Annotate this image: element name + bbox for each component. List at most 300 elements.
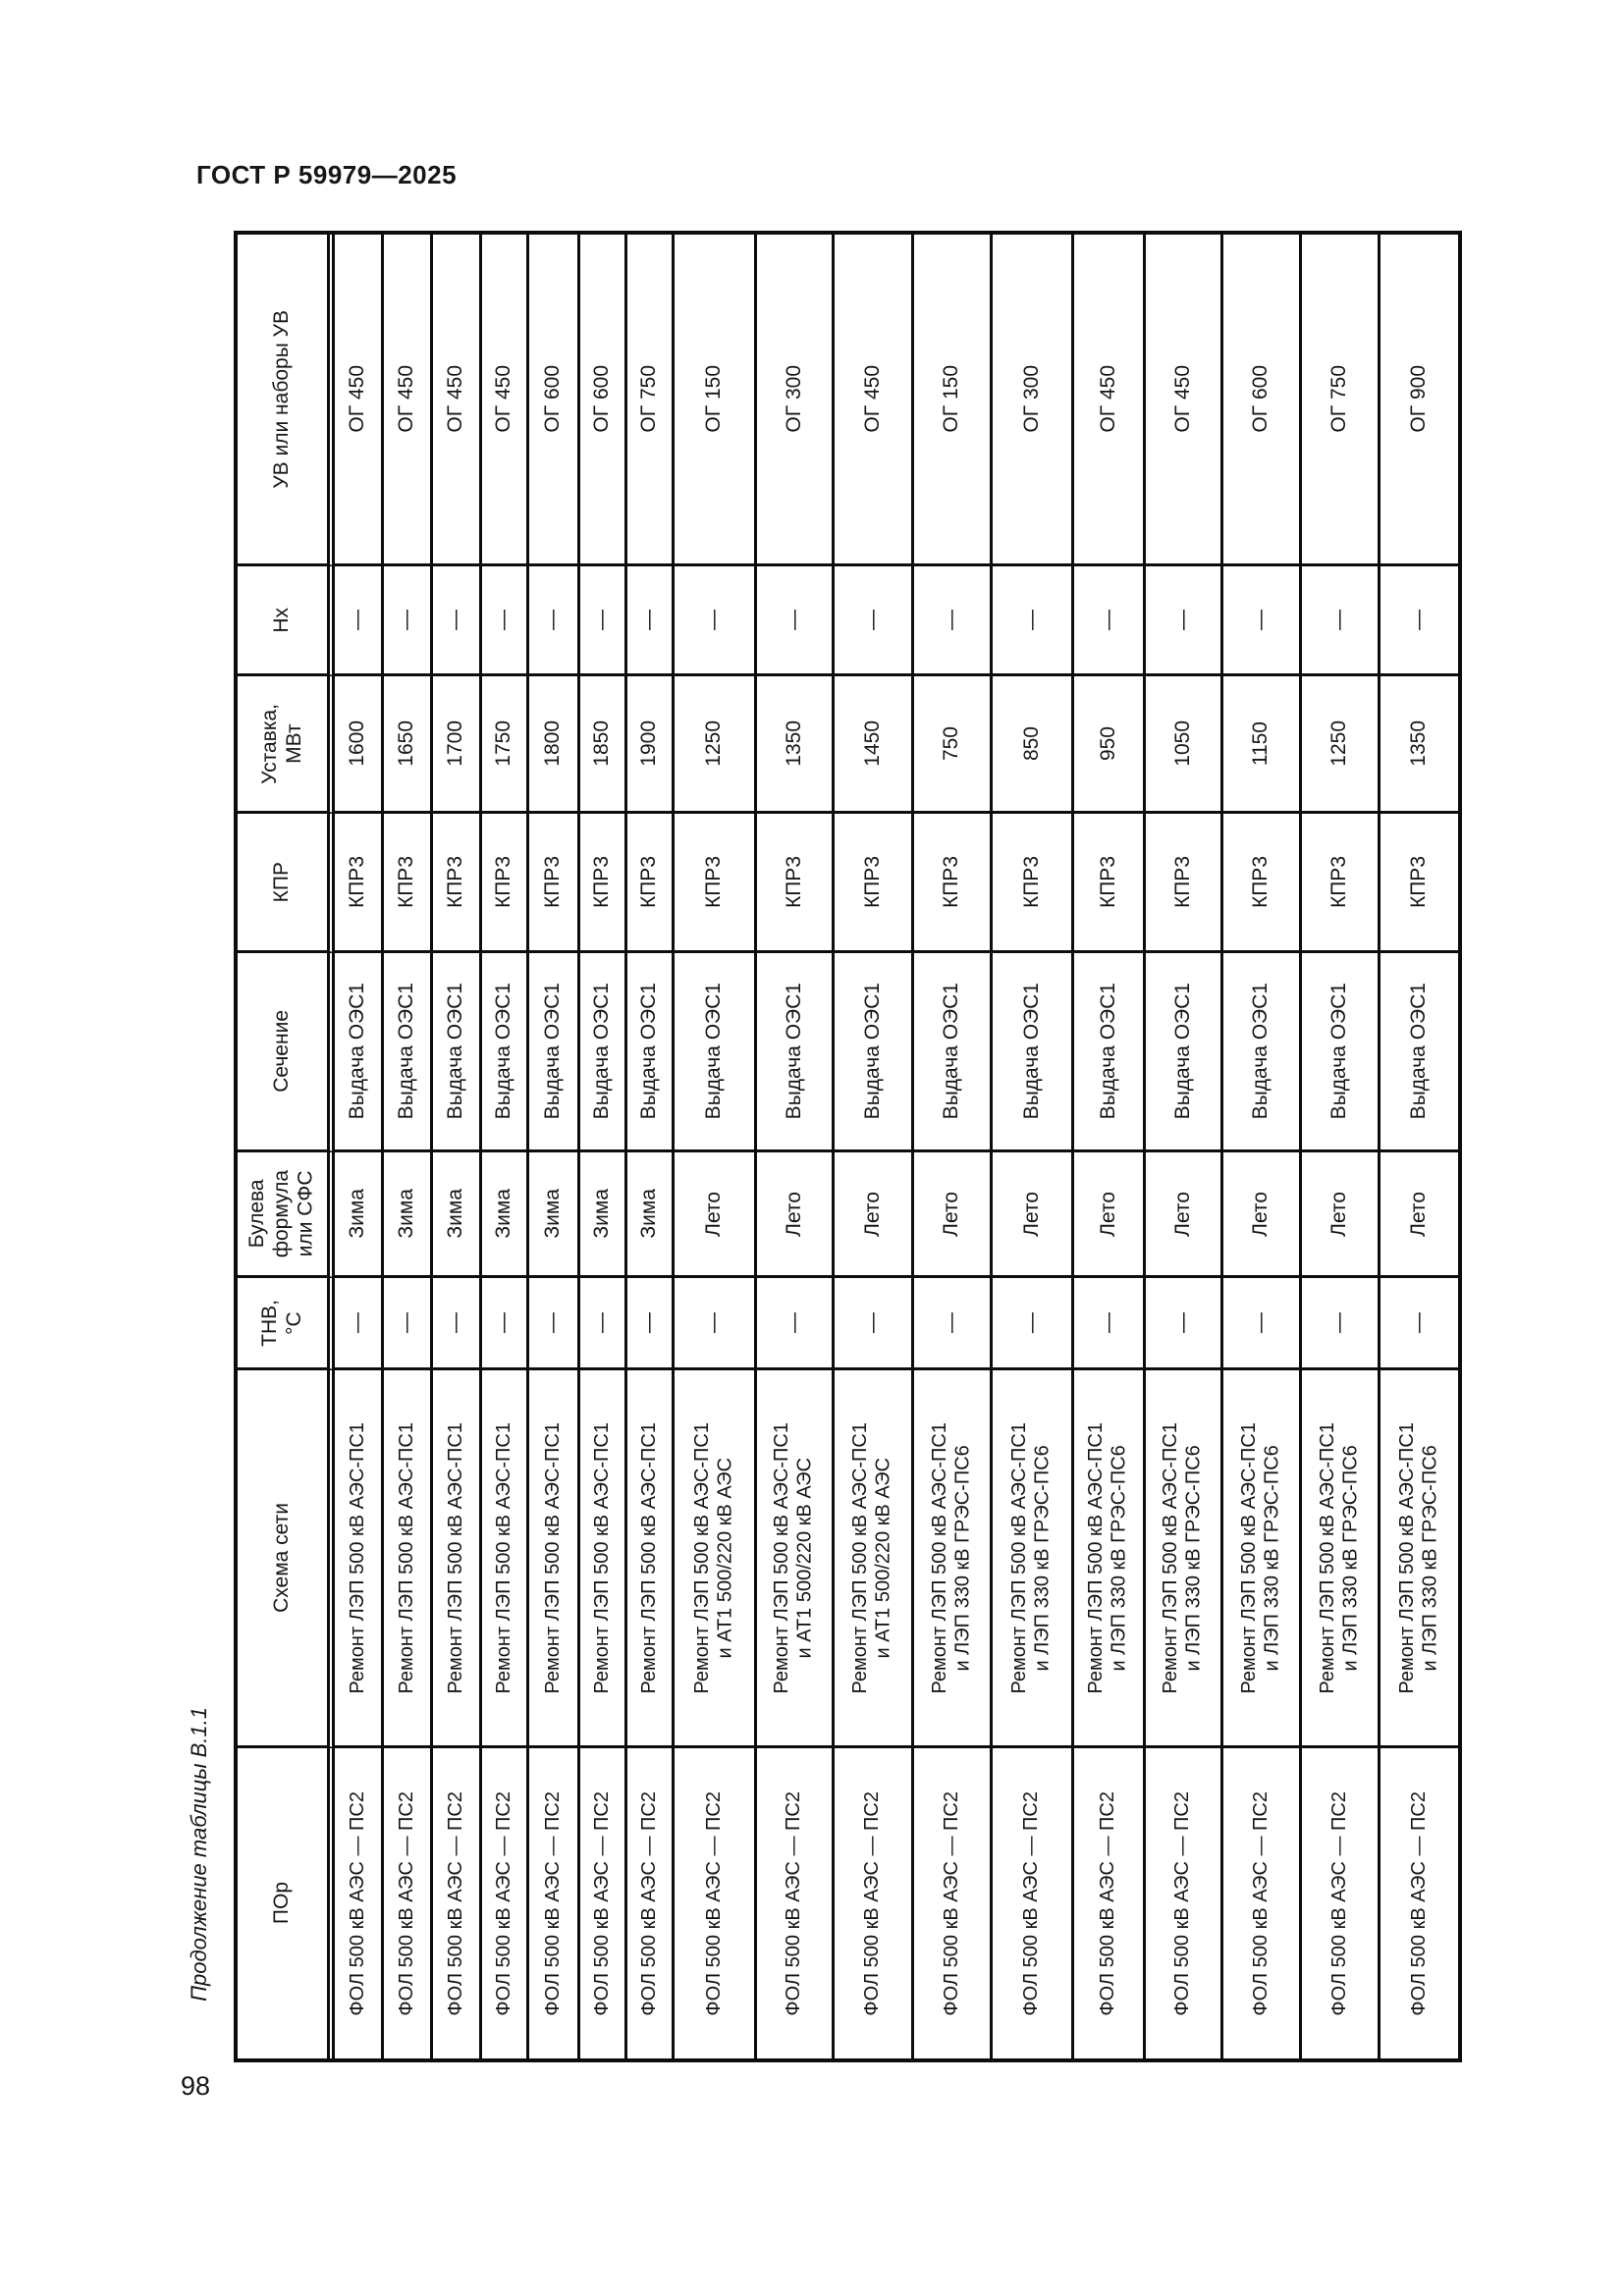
cell-section-5-text: Выдача ОЭС1 <box>541 983 565 1120</box>
cell-scheme-8-text: Ремонт ЛЭП 500 кВ АЭС-ПС1 и АТ1 500/220 кВ АЭС <box>690 1421 736 1694</box>
cell-section-17-text: Выдача ОЭС1 <box>1407 983 1431 1120</box>
cell-setpoint-6-text: 1850 <box>590 721 614 767</box>
cell-tnv-9-text: — <box>782 1312 805 1333</box>
cell-scheme-2-text: Ремонт ЛЭП 500 кВ АЭС-ПС1 <box>395 1421 417 1694</box>
cell-tnv-6-text: — <box>590 1312 614 1333</box>
cell-hx-17-text: — <box>1407 610 1431 630</box>
cell-section-15 <box>1223 953 1302 1152</box>
cell-por-7 <box>627 1748 675 2058</box>
cell-setpoint-17-text: 1350 <box>1407 721 1431 767</box>
cell-uv-16-text: ОГ 750 <box>1327 365 1351 433</box>
cell-scheme-9-text: Ремонт ЛЭП 500 кВ АЭС-ПС1 и АТ1 500/220 кВ АЭС <box>771 1421 816 1694</box>
cell-section-2 <box>384 953 433 1152</box>
cell-tnv-9 <box>757 1278 835 1370</box>
cell-section-15-text: Выдача ОЭС1 <box>1249 983 1272 1120</box>
cell-scheme-6 <box>580 1370 627 1748</box>
cell-tnv-5-text: — <box>541 1312 565 1333</box>
cell-boolean-16-text: Лето <box>1327 1191 1351 1237</box>
cell-kpr-3-text: КПР3 <box>444 855 467 908</box>
cell-section-4-text: Выдача ОЭС1 <box>492 983 515 1120</box>
cell-uv-3 <box>433 235 482 566</box>
cell-hx-3-text: — <box>444 610 467 630</box>
cell-setpoint-7 <box>627 676 675 814</box>
cell-section-1-text: Выдача ОЭС1 <box>346 983 369 1120</box>
cell-scheme-3-text: Ремонт ЛЭП 500 кВ АЭС-ПС1 <box>444 1421 466 1694</box>
cell-section-13 <box>1074 953 1146 1152</box>
cell-kpr-16-text: КПР3 <box>1327 855 1351 908</box>
table-b11-continuation <box>234 231 1462 2062</box>
cell-kpr-17-text: КПР3 <box>1407 855 1431 908</box>
cell-boolean-12 <box>993 1152 1074 1278</box>
cell-uv-16 <box>1302 235 1380 566</box>
cell-boolean-1-text: Зима <box>346 1189 369 1239</box>
cell-boolean-9-text: Лето <box>782 1191 805 1237</box>
cell-setpoint-16-text: 1250 <box>1327 721 1351 767</box>
cell-boolean-2 <box>384 1152 433 1278</box>
cell-por-9-text: ФОЛ 500 кВ АЭС — ПС2 <box>783 1790 805 2016</box>
cell-tnv-4 <box>482 1278 529 1370</box>
cell-kpr-4-text: КПР3 <box>492 855 515 908</box>
cell-hx-11 <box>914 566 993 676</box>
header-boolean-text: Булева формула или СФС <box>245 1169 317 1258</box>
cell-por-17 <box>1380 1748 1458 2058</box>
cell-por-3 <box>433 1748 482 2058</box>
cell-uv-15-text: ОГ 600 <box>1249 365 1272 433</box>
cell-kpr-7-text: КПР3 <box>637 855 661 908</box>
cell-boolean-7-text: Зима <box>637 1189 661 1239</box>
cell-section-17 <box>1380 953 1458 1152</box>
cell-tnv-15 <box>1223 1278 1302 1370</box>
cell-kpr-16 <box>1302 814 1380 953</box>
cell-setpoint-10-text: 1450 <box>860 721 884 767</box>
cell-hx-10-text: — <box>860 610 884 630</box>
cell-boolean-17 <box>1380 1152 1458 1278</box>
cell-section-14-text: Выдача ОЭС1 <box>1170 983 1194 1120</box>
cell-scheme-10-text: Ремонт ЛЭП 500 кВ АЭС-ПС1 и АТ1 500/220 кВ АЭС <box>849 1421 894 1694</box>
cell-boolean-14-text: Лето <box>1170 1191 1194 1237</box>
cell-boolean-13-text: Лето <box>1096 1191 1119 1237</box>
cell-scheme-12 <box>993 1370 1074 1748</box>
cell-setpoint-12-text: 850 <box>1019 725 1043 762</box>
cell-boolean-8 <box>675 1152 757 1278</box>
cell-scheme-4-text: Ремонт ЛЭП 500 кВ АЭС-ПС1 <box>492 1421 514 1694</box>
cell-boolean-12-text: Лето <box>1019 1191 1043 1237</box>
cell-tnv-3 <box>433 1278 482 1370</box>
cell-kpr-12 <box>993 814 1074 953</box>
cell-por-5-text: ФОЛ 500 кВ АЭС — ПС2 <box>541 1790 564 2016</box>
cell-boolean-4 <box>482 1152 529 1278</box>
cell-boolean-7 <box>627 1152 675 1278</box>
cell-uv-11 <box>914 235 993 566</box>
cell-scheme-13 <box>1074 1370 1146 1748</box>
cell-boolean-3-text: Зима <box>444 1189 467 1239</box>
cell-scheme-12-text: Ремонт ЛЭП 500 кВ АЭС-ПС1 и ЛЭП 330 кВ ГРЭС-ПС6 <box>1008 1421 1054 1694</box>
cell-tnv-14-text: — <box>1170 1312 1194 1333</box>
cell-kpr-10 <box>835 814 914 953</box>
cell-hx-1-text: — <box>346 610 369 630</box>
cell-uv-10 <box>835 235 914 566</box>
cell-boolean-6-text: Зима <box>590 1189 614 1239</box>
cell-por-12-text: ФОЛ 500 кВ АЭС — ПС2 <box>1020 1790 1043 2016</box>
cell-hx-5 <box>529 566 580 676</box>
cell-section-9-text: Выдача ОЭС1 <box>782 983 805 1120</box>
cell-section-6-text: Выдача ОЭС1 <box>590 983 614 1120</box>
cell-uv-12 <box>993 235 1074 566</box>
header-scheme-text: Схема сети <box>270 1503 294 1613</box>
cell-kpr-2 <box>384 814 433 953</box>
cell-tnv-1-text: — <box>346 1312 369 1333</box>
cell-tnv-10-text: — <box>860 1312 884 1333</box>
cell-uv-5 <box>529 235 580 566</box>
cell-scheme-17 <box>1380 1370 1458 1748</box>
cell-por-14-text: ФОЛ 500 кВ АЭС — ПС2 <box>1171 1790 1194 2016</box>
header-boolean <box>238 1152 335 1278</box>
cell-por-15-text: ФОЛ 500 кВ АЭС — ПС2 <box>1249 1790 1272 2016</box>
cell-por-7-text: ФОЛ 500 кВ АЭС — ПС2 <box>637 1790 660 2016</box>
cell-boolean-5 <box>529 1152 580 1278</box>
cell-tnv-1 <box>335 1278 384 1370</box>
cell-uv-4-text: ОГ 450 <box>492 365 515 433</box>
cell-kpr-2-text: КПР3 <box>395 855 418 908</box>
cell-hx-3 <box>433 566 482 676</box>
cell-tnv-15-text: — <box>1249 1312 1272 1333</box>
cell-uv-1 <box>335 235 384 566</box>
cell-uv-13-text: ОГ 450 <box>1096 365 1119 433</box>
cell-hx-15-text: — <box>1249 610 1272 630</box>
cell-section-3-text: Выдача ОЭС1 <box>444 983 467 1120</box>
cell-tnv-8 <box>675 1278 757 1370</box>
page-number: 98 <box>181 2071 211 2101</box>
cell-uv-2-text: ОГ 450 <box>395 365 418 433</box>
cell-section-11-text: Выдача ОЭС1 <box>940 983 963 1120</box>
cell-scheme-16 <box>1302 1370 1380 1748</box>
cell-tnv-11 <box>914 1278 993 1370</box>
header-hx <box>238 566 335 676</box>
cell-hx-5-text: — <box>541 610 565 630</box>
cell-section-2-text: Выдача ОЭС1 <box>395 983 418 1120</box>
cell-setpoint-4 <box>482 676 529 814</box>
header-section-text: Сечение <box>270 1010 294 1093</box>
cell-kpr-15 <box>1223 814 1302 953</box>
cell-hx-17 <box>1380 566 1458 676</box>
cell-uv-4 <box>482 235 529 566</box>
cell-tnv-4-text: — <box>492 1312 515 1333</box>
header-section <box>238 953 335 1152</box>
cell-hx-4-text: — <box>492 610 515 630</box>
cell-section-6 <box>580 953 627 1152</box>
cell-scheme-2 <box>384 1370 433 1748</box>
cell-por-8-text: ФОЛ 500 кВ АЭС — ПС2 <box>702 1790 725 2016</box>
cell-hx-10 <box>835 566 914 676</box>
cell-setpoint-11 <box>914 676 993 814</box>
cell-kpr-11-text: КПР3 <box>940 855 963 908</box>
cell-hx-6-text: — <box>590 610 614 630</box>
cell-boolean-6 <box>580 1152 627 1278</box>
cell-tnv-6 <box>580 1278 627 1370</box>
cell-hx-2 <box>384 566 433 676</box>
cell-uv-14 <box>1146 235 1223 566</box>
cell-uv-6 <box>580 235 627 566</box>
cell-kpr-8 <box>675 814 757 953</box>
cell-scheme-6-text: Ремонт ЛЭП 500 кВ АЭС-ПС1 <box>590 1421 613 1694</box>
cell-setpoint-5 <box>529 676 580 814</box>
header-por-text: ПОр <box>270 1882 294 1925</box>
cell-por-4 <box>482 1748 529 2058</box>
cell-kpr-8-text: КПР3 <box>702 855 726 908</box>
cell-boolean-15-text: Лето <box>1249 1191 1272 1237</box>
cell-kpr-9-text: КПР3 <box>782 855 805 908</box>
cell-uv-9-text: ОГ 300 <box>782 365 805 433</box>
cell-tnv-8-text: — <box>702 1312 726 1333</box>
cell-por-8 <box>675 1748 757 2058</box>
header-kpr <box>238 814 335 953</box>
cell-scheme-8 <box>675 1370 757 1748</box>
cell-uv-7-text: ОГ 750 <box>637 365 661 433</box>
cell-setpoint-13 <box>1074 676 1146 814</box>
cell-boolean-10 <box>835 1152 914 1278</box>
cell-hx-2-text: — <box>395 610 418 630</box>
cell-boolean-9 <box>757 1152 835 1278</box>
cell-boolean-17-text: Лето <box>1407 1191 1431 1237</box>
cell-setpoint-1 <box>335 676 384 814</box>
cell-por-6-text: ФОЛ 500 кВ АЭС — ПС2 <box>590 1790 613 2016</box>
cell-setpoint-9 <box>757 676 835 814</box>
cell-hx-16-text: — <box>1327 610 1351 630</box>
cell-hx-8-text: — <box>702 610 726 630</box>
cell-section-5 <box>529 953 580 1152</box>
cell-setpoint-12 <box>993 676 1074 814</box>
cell-hx-14-text: — <box>1170 610 1194 630</box>
cell-kpr-5-text: КПР3 <box>541 855 565 908</box>
cell-section-1 <box>335 953 384 1152</box>
cell-section-11 <box>914 953 993 1152</box>
cell-por-5 <box>529 1748 580 2058</box>
cell-por-6 <box>580 1748 627 2058</box>
header-hx-text: Нх <box>270 607 294 633</box>
cell-boolean-16 <box>1302 1152 1380 1278</box>
cell-tnv-10 <box>835 1278 914 1370</box>
cell-uv-6-text: ОГ 600 <box>590 365 614 433</box>
cell-por-12 <box>993 1748 1074 2058</box>
cell-scheme-15-text: Ремонт ЛЭП 500 кВ АЭС-ПС1 и ЛЭП 330 кВ ГРЭС-ПС6 <box>1237 1421 1283 1694</box>
cell-setpoint-9-text: 1350 <box>782 721 805 767</box>
cell-setpoint-14 <box>1146 676 1223 814</box>
cell-boolean-14 <box>1146 1152 1223 1278</box>
cell-kpr-17 <box>1380 814 1458 953</box>
cell-kpr-4 <box>482 814 529 953</box>
cell-uv-8-text: ОГ 150 <box>702 365 726 433</box>
cell-section-9 <box>757 953 835 1152</box>
cell-boolean-13 <box>1074 1152 1146 1278</box>
cell-section-7 <box>627 953 675 1152</box>
cell-scheme-15 <box>1223 1370 1302 1748</box>
cell-setpoint-5-text: 1800 <box>541 721 565 767</box>
cell-boolean-11-text: Лето <box>940 1191 963 1237</box>
cell-setpoint-16 <box>1302 676 1380 814</box>
cell-setpoint-3-text: 1700 <box>444 721 467 767</box>
cell-kpr-13 <box>1074 814 1146 953</box>
cell-hx-12 <box>993 566 1074 676</box>
header-scheme <box>238 1370 335 1748</box>
cell-uv-12-text: ОГ 300 <box>1019 365 1043 433</box>
cell-setpoint-15-text: 1150 <box>1249 721 1272 767</box>
cell-setpoint-3 <box>433 676 482 814</box>
cell-boolean-4-text: Зима <box>492 1189 515 1239</box>
cell-setpoint-2-text: 1650 <box>395 721 418 767</box>
cell-scheme-1-text: Ремонт ЛЭП 500 кВ АЭС-ПС1 <box>346 1421 368 1694</box>
cell-boolean-8-text: Лето <box>702 1191 726 1237</box>
cell-kpr-6 <box>580 814 627 953</box>
cell-por-3-text: ФОЛ 500 кВ АЭС — ПС2 <box>444 1790 466 2016</box>
cell-section-14 <box>1146 953 1223 1152</box>
cell-uv-5-text: ОГ 600 <box>541 365 565 433</box>
cell-uv-17 <box>1380 235 1458 566</box>
cell-por-16 <box>1302 1748 1380 2058</box>
cell-uv-10-text: ОГ 450 <box>860 365 884 433</box>
cell-hx-7-text: — <box>637 610 661 630</box>
cell-setpoint-6 <box>580 676 627 814</box>
cell-boolean-10-text: Лето <box>860 1191 884 1237</box>
cell-hx-7 <box>627 566 675 676</box>
cell-setpoint-15 <box>1223 676 1302 814</box>
cell-boolean-3 <box>433 1152 482 1278</box>
cell-hx-13 <box>1074 566 1146 676</box>
cell-tnv-16 <box>1302 1278 1380 1370</box>
cell-kpr-13-text: КПР3 <box>1096 855 1119 908</box>
cell-setpoint-7-text: 1900 <box>637 721 661 767</box>
cell-tnv-2-text: — <box>395 1312 418 1333</box>
header-setpoint-text: Уставка, МВт <box>257 703 305 784</box>
cell-hx-9 <box>757 566 835 676</box>
cell-uv-2 <box>384 235 433 566</box>
cell-section-12-text: Выдача ОЭС1 <box>1019 983 1043 1120</box>
cell-scheme-10 <box>835 1370 914 1748</box>
cell-boolean-5-text: Зима <box>541 1189 565 1239</box>
cell-uv-14-text: ОГ 450 <box>1170 365 1194 433</box>
cell-hx-8 <box>675 566 757 676</box>
cell-por-10-text: ФОЛ 500 кВ АЭС — ПС2 <box>861 1790 884 2016</box>
cell-section-10-text: Выдача ОЭС1 <box>860 983 884 1120</box>
cell-boolean-11 <box>914 1152 993 1278</box>
cell-por-13-text: ФОЛ 500 кВ АЭС — ПС2 <box>1097 1790 1119 2016</box>
cell-hx-6 <box>580 566 627 676</box>
cell-uv-3-text: ОГ 450 <box>444 365 467 433</box>
cell-tnv-13-text: — <box>1096 1312 1119 1333</box>
cell-tnv-3-text: — <box>444 1312 467 1333</box>
cell-por-14 <box>1146 1748 1223 2058</box>
cell-kpr-7 <box>627 814 675 953</box>
cell-scheme-17-text: Ремонт ЛЭП 500 кВ АЭС-ПС1 и ЛЭП 330 кВ ГРЭС-ПС6 <box>1395 1421 1441 1694</box>
cell-scheme-5 <box>529 1370 580 1748</box>
cell-section-8 <box>675 953 757 1152</box>
cell-por-10 <box>835 1748 914 2058</box>
cell-setpoint-4-text: 1750 <box>492 721 515 767</box>
header-por <box>238 1748 335 2058</box>
cell-setpoint-14-text: 1050 <box>1170 721 1194 767</box>
cell-hx-14 <box>1146 566 1223 676</box>
header-uv <box>238 235 335 566</box>
cell-tnv-2 <box>384 1278 433 1370</box>
cell-uv-13 <box>1074 235 1146 566</box>
cell-hx-15 <box>1223 566 1302 676</box>
cell-por-11 <box>914 1748 993 2058</box>
cell-por-1 <box>335 1748 384 2058</box>
cell-tnv-17 <box>1380 1278 1458 1370</box>
cell-por-16-text: ФОЛ 500 кВ АЭС — ПС2 <box>1327 1790 1350 2016</box>
cell-tnv-13 <box>1074 1278 1146 1370</box>
cell-por-17-text: ФОЛ 500 кВ АЭС — ПС2 <box>1407 1790 1430 2016</box>
cell-scheme-3 <box>433 1370 482 1748</box>
cell-por-15 <box>1223 1748 1302 2058</box>
cell-por-9 <box>757 1748 835 2058</box>
cell-section-12 <box>993 953 1074 1152</box>
cell-setpoint-2 <box>384 676 433 814</box>
cell-uv-8 <box>675 235 757 566</box>
cell-kpr-3 <box>433 814 482 953</box>
cell-setpoint-10 <box>835 676 914 814</box>
cell-uv-15 <box>1223 235 1302 566</box>
cell-por-1-text: ФОЛ 500 кВ АЭС — ПС2 <box>346 1790 368 2016</box>
cell-tnv-12 <box>993 1278 1074 1370</box>
cell-uv-17-text: ОГ 900 <box>1407 365 1431 433</box>
cell-kpr-10-text: КПР3 <box>860 855 884 908</box>
cell-kpr-1 <box>335 814 384 953</box>
cell-setpoint-11-text: 750 <box>940 725 963 762</box>
cell-tnv-11-text: — <box>940 1312 963 1333</box>
cell-tnv-17-text: — <box>1407 1312 1431 1333</box>
cell-kpr-1-text: КПР3 <box>346 855 369 908</box>
cell-hx-11-text: — <box>940 610 963 630</box>
cell-tnv-5 <box>529 1278 580 1370</box>
table-caption <box>183 1662 216 2047</box>
cell-scheme-4 <box>482 1370 529 1748</box>
cell-scheme-14-text: Ремонт ЛЭП 500 кВ АЭС-ПС1 и ЛЭП 330 кВ ГРЭС-ПС6 <box>1160 1421 1205 1694</box>
cell-boolean-15 <box>1223 1152 1302 1278</box>
cell-section-16-text: Выдача ОЭС1 <box>1327 983 1351 1120</box>
cell-scheme-1 <box>335 1370 384 1748</box>
cell-setpoint-8 <box>675 676 757 814</box>
cell-uv-9 <box>757 235 835 566</box>
cell-hx-1 <box>335 566 384 676</box>
cell-kpr-14 <box>1146 814 1223 953</box>
cell-por-2 <box>384 1748 433 2058</box>
cell-por-4-text: ФОЛ 500 кВ АЭС — ПС2 <box>492 1790 514 2016</box>
cell-scheme-9 <box>757 1370 835 1748</box>
cell-hx-4 <box>482 566 529 676</box>
header-kpr-text: КПР <box>270 861 294 903</box>
cell-tnv-7-text: — <box>637 1312 661 1333</box>
header-uv-text: УВ или наборы УВ <box>270 309 294 489</box>
cell-tnv-16-text: — <box>1327 1312 1351 1333</box>
cell-setpoint-1-text: 1600 <box>346 721 369 767</box>
cell-hx-13-text: — <box>1096 610 1119 630</box>
cell-kpr-11 <box>914 814 993 953</box>
cell-kpr-5 <box>529 814 580 953</box>
cell-scheme-11-text: Ремонт ЛЭП 500 кВ АЭС-ПС1 и ЛЭП 330 кВ ГРЭС-ПС6 <box>928 1421 974 1694</box>
cell-kpr-12-text: КПР3 <box>1019 855 1043 908</box>
cell-hx-9-text: — <box>782 610 805 630</box>
cell-scheme-7 <box>627 1370 675 1748</box>
cell-hx-16 <box>1302 566 1380 676</box>
header-tnv-text: ТНВ, °С <box>257 1299 305 1347</box>
cell-scheme-16-text: Ремонт ЛЭП 500 кВ АЭС-ПС1 и ЛЭП 330 кВ ГРЭС-ПС6 <box>1316 1421 1362 1694</box>
cell-boolean-1 <box>335 1152 384 1278</box>
cell-uv-7 <box>627 235 675 566</box>
cell-section-13-text: Выдача ОЭС1 <box>1096 983 1119 1120</box>
cell-kpr-9 <box>757 814 835 953</box>
cell-setpoint-8-text: 1250 <box>702 721 726 767</box>
cell-section-7-text: Выдача ОЭС1 <box>637 983 661 1120</box>
